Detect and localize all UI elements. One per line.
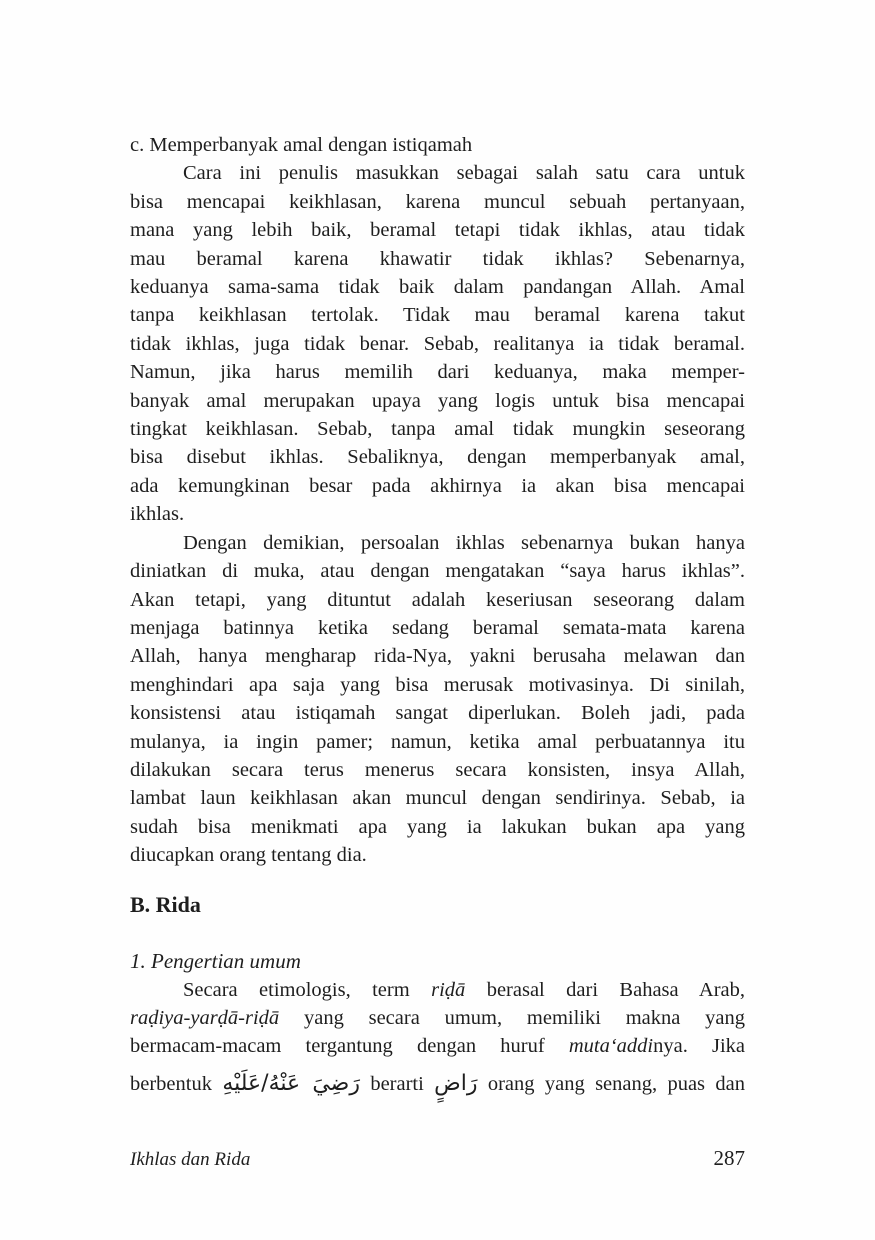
arabic-text: رَاضٍ [434, 1070, 478, 1096]
text-line [130, 1004, 745, 1032]
paragraph-2 [130, 529, 745, 870]
text-line: bisa disebut ikhlas. Sebaliknya, dengan memperbanyak amal, [130, 446, 745, 469]
text-line: bisa mencapai keikhlasan, karena muncul sebuah pertanyaan, [130, 190, 745, 213]
text-line [130, 1070, 745, 1098]
text-line: keduanya sama-sama tidak baik dalam pandangan Allah. Amal [130, 276, 745, 299]
italic-term: raḍiya-yarḍā-riḍā [130, 1006, 280, 1029]
paragraph-3 [130, 976, 745, 1099]
text-line: lambat laun keikhlasan akan muncul dengan sendirinya. Sebab, ia [130, 787, 745, 810]
paragraph-1 [130, 159, 745, 528]
italic-term: riḍā [431, 978, 466, 1001]
text-line: ada kemungkinan besar pada akhirnya ia akan bisa mencapai [130, 474, 745, 497]
text-line: tidak ikhlas, juga tidak benar. Sebab, realitanya ia tidak beramal. [130, 332, 745, 355]
text-segment: Secara etimologis, term [183, 978, 432, 1001]
running-title: Ikhlas dan Rida [130, 1149, 251, 1170]
italic-term: mutaʻaddi [568, 1035, 654, 1058]
page-footer [130, 1146, 745, 1171]
text-column [130, 131, 745, 1098]
subsection-1-heading: 1. Pengertian umum [130, 948, 301, 973]
text-line: menghindari apa saja yang bisa merusak motivasinya. Di sinilah, [130, 673, 745, 696]
text-segment: bermacam-macam tergantung dengan huruf [130, 1035, 569, 1058]
text-segment: nya. Jika [653, 1035, 745, 1058]
text-line: mau beramal karena khawatir tidak ikhlas? Sebenarnya, [130, 247, 745, 270]
section-b-heading: B. Rida [130, 891, 201, 917]
text-line: ikhlas. [130, 503, 185, 526]
text-line [130, 976, 745, 1004]
arabic-text: رَضِيَ عَنْهُ/عَلَيْهِ [222, 1070, 360, 1096]
text-line: tingkat keikhlasan. Sebab, tanpa amal tidak mungkin seseorang [130, 418, 745, 441]
text-line: menjaga batinnya ketika sedang beramal semata-mata karena [130, 616, 745, 639]
subsection-c-heading: c. Memperbanyak amal dengan istiqamah [130, 134, 473, 156]
text-line: dilakukan secara terus menerus secara konsisten, insya Allah, [130, 758, 745, 781]
text-line: diucapkan orang tentang dia. [130, 844, 367, 867]
text-line: Namun, jika harus memilih dari keduanya, maka memper- [130, 361, 745, 384]
text-line: Akan tetapi, yang dituntut adalah keseriusan seseorang dalam [130, 588, 745, 611]
text-line: diniatkan di muka, atau dengan mengatakan “saya harus ikhlas”. [130, 560, 745, 583]
text-line: sudah bisa menikmati apa yang ia lakukan bukan apa yang [130, 815, 745, 838]
text-segment: yang secara umum, memiliki makna yang [279, 1006, 745, 1029]
text-line: Allah, hanya mengharap rida-Nya, yakni berusaha melawan dan [130, 645, 745, 668]
text-segment: berasal dari Bahasa Arab, [465, 978, 745, 1001]
text-line: tanpa keikhlasan tertolak. Tidak mau beramal karena takut [130, 304, 745, 327]
text-line: mulanya, ia ingin pamer; namun, ketika amal perbuatannya itu [130, 730, 745, 753]
text-line: Dengan demikian, persoalan ikhlas sebenarnya bukan hanya [183, 531, 745, 554]
text-line: Cara ini penulis masukkan sebagai salah satu cara untuk [183, 162, 745, 185]
page-number: 287 [713, 1146, 745, 1170]
text-line: banyak amal merupakan upaya yang logis untuk bisa mencapai [130, 389, 745, 412]
text-line: konsistensi atau istiqamah sangat diperlukan. Boleh jadi, pada [130, 702, 745, 725]
text-line: mana yang lebih baik, beramal tetapi tidak ikhlas, atau tidak [130, 219, 745, 242]
text-line [130, 1032, 745, 1060]
text-segment: orang yang senang, puas dan [477, 1072, 745, 1095]
text-segment: berbentuk [130, 1072, 223, 1095]
text-segment: berarti [359, 1072, 435, 1095]
